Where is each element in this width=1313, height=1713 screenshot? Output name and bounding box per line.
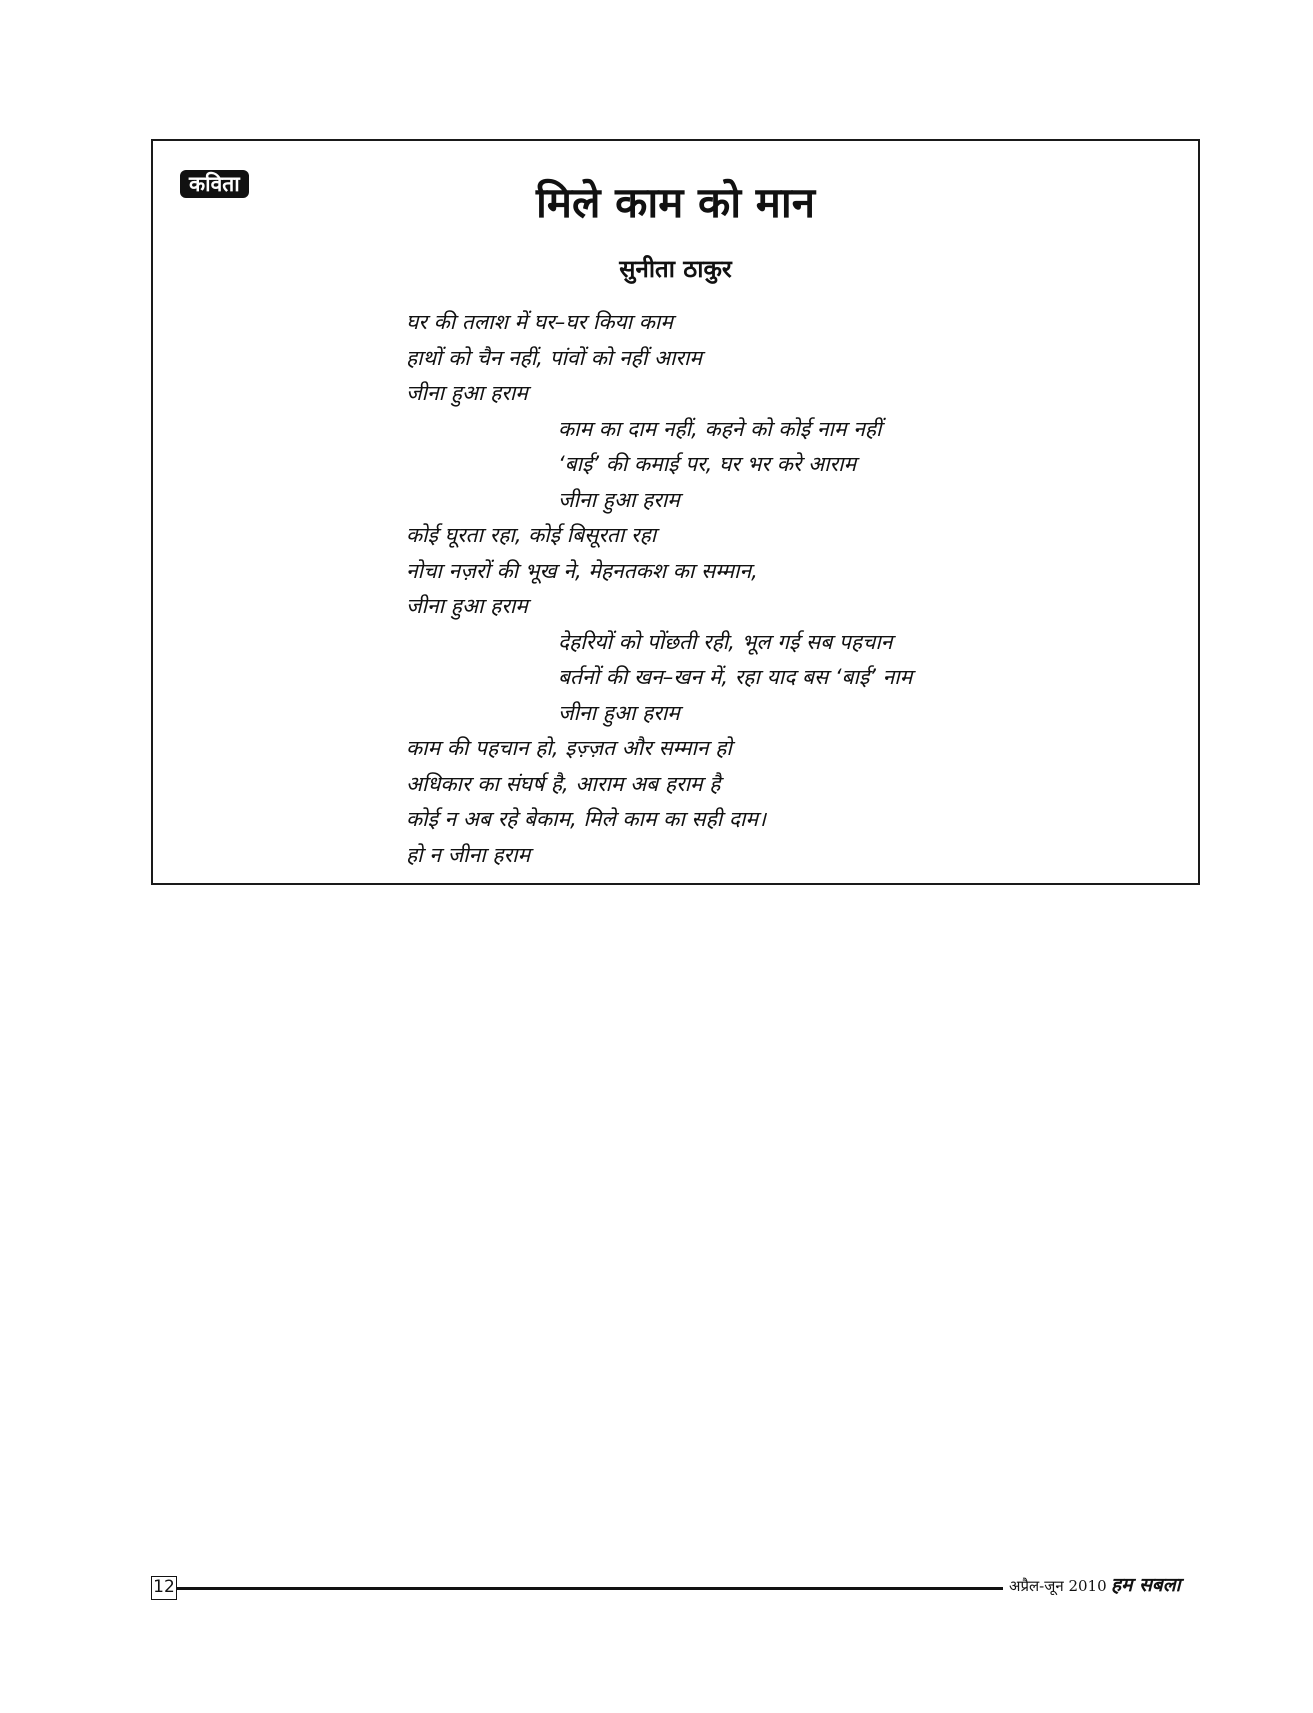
poem-line: अधिकार का संघर्ष है, आराम अब हराम है	[406, 771, 721, 796]
page-number: 12	[151, 1576, 177, 1600]
poem-line: कोई घूरता रहा, कोई बिसूरता रहा	[406, 523, 657, 547]
magazine-logo: हम सबला	[1111, 1574, 1181, 1596]
poem-line: जीना हुआ हराम	[558, 487, 680, 512]
poem-line: जीना हुआ हराम	[406, 594, 528, 618]
genre-tag: कविता	[180, 170, 249, 198]
footer-rule	[177, 1587, 1003, 1590]
poem-line: देहरियों को पोंछती रही, भूल गई सब पहचान	[558, 629, 893, 654]
poem-line: घर की तलाश में घर–घर किया काम	[406, 310, 673, 334]
poem-line: जीना हुआ हराम	[406, 381, 528, 405]
poem-author: सुनीता ठाकुर	[619, 255, 732, 283]
poem-line: हो न जीना हराम	[406, 842, 531, 867]
poem-line: हाथों को चैन नहीं, पांवों को नहीं आराम	[406, 345, 702, 370]
poem-line: नोचा नज़रों की भूख ने, मेहनतकश का सम्मान,	[406, 558, 758, 583]
poem-line: कोई न अब रहे बेकाम, मिले काम का सही दाम।	[406, 807, 766, 831]
poem-line: बर्तनों की खन–खन में, रहा याद बस ‘बाई’ नाम	[558, 665, 913, 689]
poem-box	[151, 139, 1200, 885]
footer-issue-date: अप्रैल-जून 2010	[1009, 1577, 1107, 1595]
poem-line: काम की पहचान हो, इज़्ज़त और सम्मान हो	[406, 736, 732, 760]
poem-line: ‘बाई’ की कमाई पर, घर भर करे आराम	[558, 452, 857, 476]
poem-line: काम का दाम नहीं, कहने को कोई नाम नहीं	[558, 416, 882, 441]
poem-title: मिले काम को मान	[535, 178, 816, 227]
poem-body	[406, 305, 1166, 873]
poem-line: जीना हुआ हराम	[558, 700, 680, 725]
